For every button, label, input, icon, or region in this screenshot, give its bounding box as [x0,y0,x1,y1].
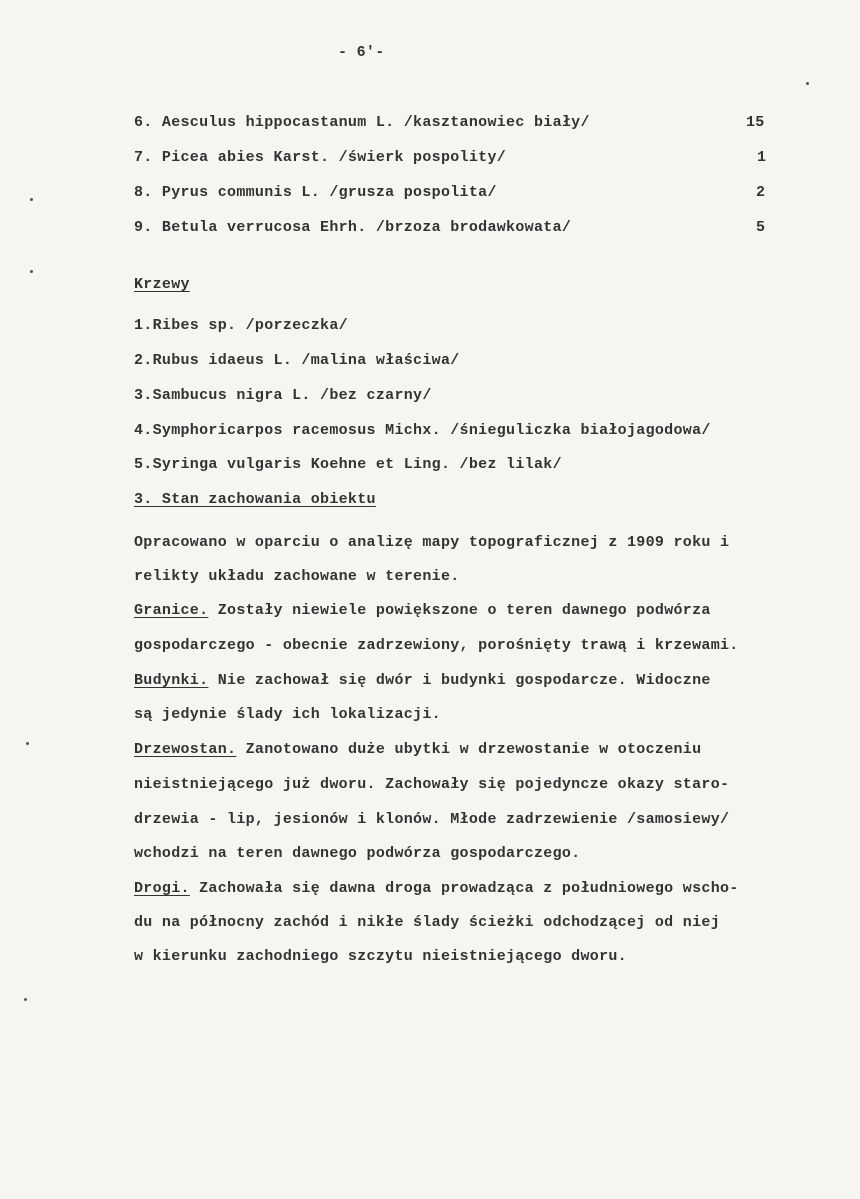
shrubs-heading: Krzewy [134,276,190,293]
tree-list-item: 7. Picea abies Karst. /świerk pospolity/ [134,149,507,166]
paragraph-line: wchodzi na teren dawnego podwórza gospodarczego. [134,845,581,862]
paragraph-line [134,880,739,897]
paper-speck [30,270,33,273]
paragraph-line: nieistniejącego już dworu. Zachowały się pojedyncze okazy staro- [134,776,730,793]
paragraph-line [134,672,711,689]
paragraph-text: Zostały niewiele powiększone o teren dawnego podwórza [208,602,711,619]
tree-count: 1 [757,149,767,166]
paragraph-term: Drogi. [134,880,190,897]
shrub-list-item: 2.Rubus idaeus L. /malina właściwa/ [134,352,460,369]
tree-list-item: 8. Pyrus communis L. /grusza pospolita/ [134,184,497,201]
shrub-list-item: 1.Ribes sp. /porzeczka/ [134,317,348,334]
paragraph-line: w kierunku zachodniego szczytu nieistniejącego dworu. [134,948,627,965]
paper-speck [24,998,27,1001]
paragraph-line: du na północny zachód i nikłe ślady ścieżki odchodzącej od niej [134,914,720,931]
page-number: - 6'- [338,44,385,61]
tree-list-item: 6. Aesculus hippocastanum L. /kasztanowiec biały/ [134,114,590,131]
paragraph-line [134,602,711,619]
paper-speck [26,742,29,745]
paragraph-term: Budynki. [134,672,209,689]
tree-count: 15 [746,114,765,131]
section-heading: 3. Stan zachowania obiektu [134,491,376,508]
paragraph-line: drzewia - lip, jesionów i klonów. Młode zadrzewienie /samosiewy/ [134,811,730,828]
paper-speck [806,82,809,85]
paper-speck [30,198,33,201]
tree-count: 2 [756,184,766,201]
paragraph-term: Granice. [134,602,209,619]
paragraph-term: Drzewostan. [134,741,237,758]
paragraph-line [134,741,701,758]
shrub-list-item: 4.Symphoricarpos racemosus Michx. /śnieguliczka białojagodowa/ [134,422,711,439]
shrub-list-item: 5.Syringa vulgaris Koehne et Ling. /bez lilak/ [134,456,562,473]
tree-list-item: 9. Betula verrucosa Ehrh. /brzoza brodawkowata/ [134,219,572,236]
paragraph-line: gospodarczego - obecnie zadrzewiony, porośnięty trawą i krzewami. [134,637,739,654]
intro-line: Opracowano w oparciu o analizę mapy topograficznej z 1909 roku i [134,534,730,551]
paragraph-text: Zachowała się dawna droga prowadząca z południowego wscho- [189,880,739,897]
tree-count: 5 [756,219,766,236]
paragraph-text: Nie zachował się dwór i budynki gospodarcze. Widoczne [208,672,711,689]
shrub-list-item: 3.Sambucus nigra L. /bez czarny/ [134,387,432,404]
paragraph-text: Zanotowano duże ubytki w drzewostanie w otoczeniu [236,741,702,758]
paragraph-line: są jedynie ślady ich lokalizacji. [134,706,441,723]
intro-line: relikty układu zachowane w terenie. [134,568,460,585]
